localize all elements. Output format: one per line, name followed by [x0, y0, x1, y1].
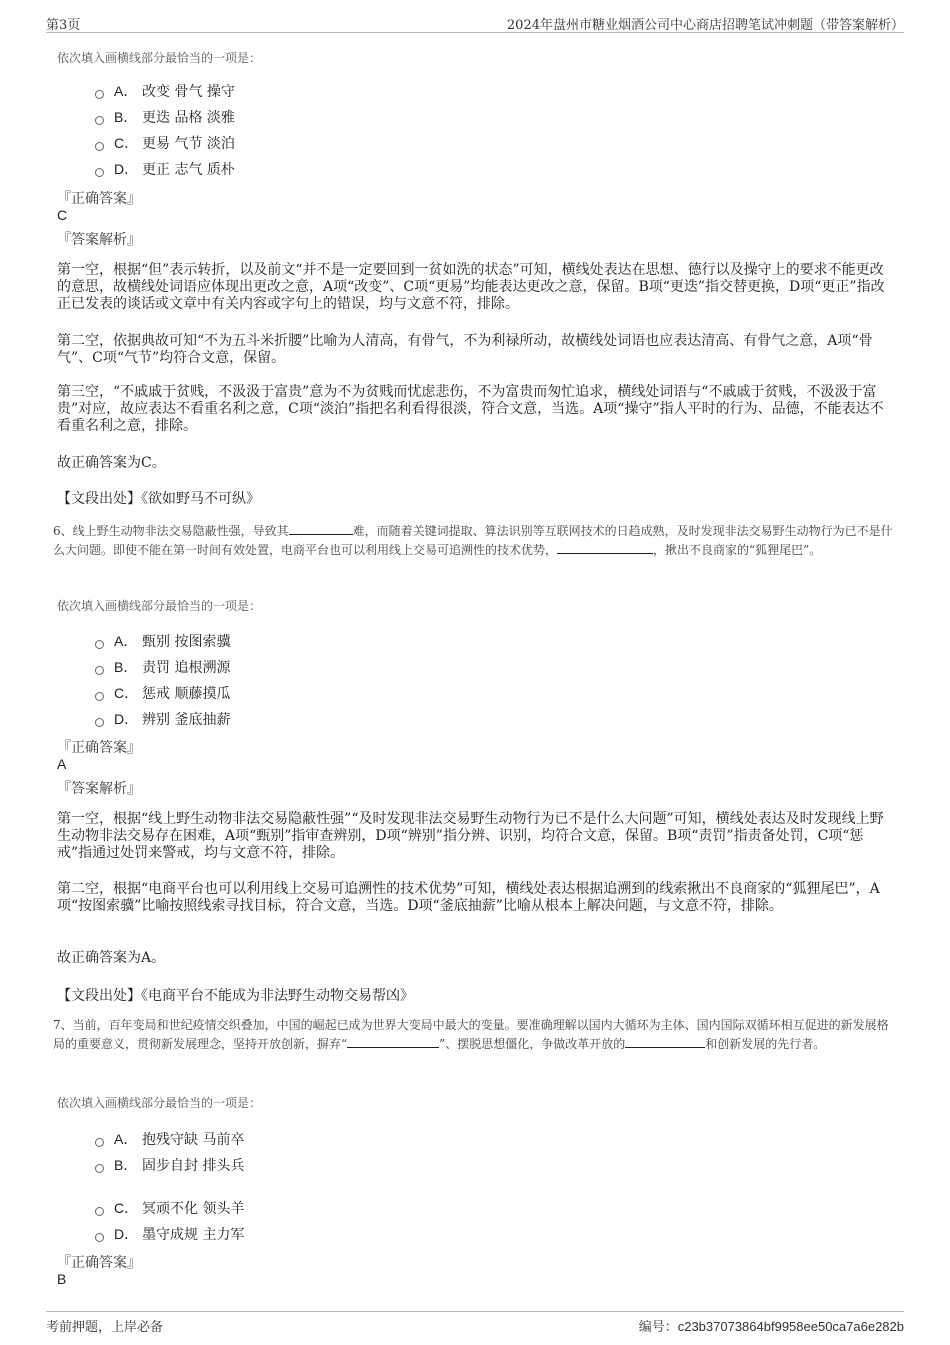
radio-icon[interactable] [95, 116, 104, 125]
q5-prompt: 依次填入画横线部分最恰当的一项是： [57, 51, 262, 65]
q7-option-b[interactable]: B． 固步自封 排头兵 [95, 1155, 244, 1175]
q5-option-d[interactable]: D． 更正 志气 质朴 [95, 159, 235, 179]
q6-analysis-label: 『答案解析』 [57, 781, 141, 797]
footer-code: 编号：c23b37073864bf9958ee50ca7a6e282b [638, 1319, 904, 1335]
q6-conclusion: 故正确答案为A。 [57, 950, 166, 966]
q6-option-a[interactable]: A． 甄别 按图索骥 [95, 631, 230, 651]
q6-answer-label: 『正确答案』 [57, 740, 141, 756]
footer-slogan: 考前押题，上岸必备 [46, 1320, 164, 1335]
q5-option-a[interactable]: A． 改变 骨气 操守 [95, 81, 235, 101]
page-number: 第3页 [46, 18, 81, 33]
q5-option-b[interactable]: B． 更迭 品格 淡雅 [95, 107, 235, 127]
q6-option-d[interactable]: D． 辨别 釜底抽薪 [95, 709, 230, 729]
q6-analysis-para-1: 第一空，根据“线上野生动物非法交易隐蔽性强”“及时发现非法交易野生动物行为已不是什么大问题”可知，横线处表达及时发现线上野生动物非法交易存在困难，A项“甄别”指审查辨别，D项“辨别”指分辨、识别，均符合文意，保留。B项“责罚”指责备处罚，C项“惩戒”指通过处罚来警戒，均与文意不符，排除。 [57, 811, 884, 861]
q7-blank-1 [347, 1035, 439, 1048]
q5-source: 【文段出处】《欲如野马不可纵》 [57, 491, 260, 507]
q6-option-b[interactable]: B． 责罚 追根溯源 [95, 657, 230, 677]
radio-icon[interactable] [95, 142, 104, 151]
radio-icon[interactable] [95, 718, 104, 727]
radio-icon[interactable] [95, 1138, 104, 1147]
radio-icon[interactable] [95, 168, 104, 177]
radio-icon[interactable] [95, 1164, 104, 1173]
q7-prompt: 依次填入画横线部分最恰当的一项是： [57, 1096, 262, 1110]
radio-icon[interactable] [95, 1233, 104, 1242]
radio-icon[interactable] [95, 692, 104, 701]
q6-analysis-para-2: 第二空，根据“电商平台也可以利用线上交易可追溯性的技术优势”可知，横线处表达根据追溯到的线索揪出不良商家的“狐狸尾巴”，A项“按图索骥”比喻按照线索寻找目标，符合文意，当选。D项“釜底抽薪”比喻从根本上解决问题，与文意不符，排除。 [57, 881, 880, 914]
radio-icon[interactable] [95, 666, 104, 675]
q7-question-text: 7、当前，百年变局和世纪疫情交织叠加，中国的崛起已成为世界大变局中最大的变量。要准确理解以国内大循环为主体、国内国际双循环相互促进的新发展格局的重要意义，贯彻新发展理念，坚持开放创新，摒弃“ ”、摆脱思想僵化，争做改革开放的 和创新发展的先行者。 [53, 1018, 889, 1051]
q6-answer: A [57, 756, 67, 772]
page-header [46, 12, 904, 33]
q6-option-c[interactable]: C． 惩戒 顺藤摸瓜 [95, 683, 230, 703]
page-footer [46, 1311, 904, 1338]
q5-answer: C [57, 207, 68, 223]
q7-option-c[interactable]: C． 冥顽不化 领头羊 [95, 1198, 244, 1218]
q5-analysis-para-1: 第一空，根据“但”表示转折，以及前文“并不是一定要回到一贫如洗的状态”可知，横线处表达在思想、德行以及操守上的要求不能更改的意思，故横线处词语应体现出更改之意，A项“改变”、C项“更易”均能表达更改之意，保留。B项“更迭”指交替更换，D项“更正”指改正已发表的谈话或文章中有关内容或字句上的错误，均与文意不符，排除。 [57, 262, 885, 312]
q6-question-text: 6、线上野生动物非法交易隐蔽性强，导致其 难，而随着关键词提取、算法识别等互联网技术的日趋成熟，及时发现非法交易野生动物行为已不是什么大问题。即使不能在第一时间有效处置，电商平台也可以利用线上交易可追溯性的技术优势， ，揪出不良商家的“狐狸尾巴”。 [53, 524, 893, 557]
q5-option-c[interactable]: C． 更易 气节 淡泊 [95, 133, 235, 153]
q5-conclusion: 故正确答案为C。 [57, 455, 166, 471]
q5-analysis-para-2: 第二空，依据典故可知“不为五斗米折腰”比喻为人清高，有骨气，不为利禄所动，故横线处词语也应表达清高、有骨气之意，A项“骨气”、C项“气节”均符合文意，保留。 [57, 333, 873, 366]
q6-source: 【文段出处】《电商平台不能成为非法野生动物交易帮凶》 [57, 988, 414, 1004]
q5-analysis-label: 『答案解析』 [57, 232, 141, 248]
q7-answer-label: 『正确答案』 [57, 1255, 141, 1271]
radio-icon[interactable] [95, 640, 104, 649]
q5-analysis-para-3: 第三空，“不戚戚于贫贱，不汲汲于富贵”意为不为贫贱而忧虑悲伤，不为富贵而匆忙追求，横线处词语与“不戚戚于贫贱，不汲汲于富贵”对应，故应表达不看重名利之意，C项“淡泊”指把名利看得很淡，符合文意，当选。A项“操守”指人平时的行为、品德，不能表达不看重名利之意，排除。 [57, 384, 884, 434]
q6-blank-1 [289, 522, 353, 535]
q7-answer: B [57, 1271, 67, 1287]
q5-answer-label: 『正确答案』 [57, 191, 141, 207]
radio-icon[interactable] [95, 90, 104, 99]
q6-blank-2 [557, 541, 653, 554]
q7-option-a[interactable]: A． 抱残守缺 马前卒 [95, 1129, 244, 1149]
q7-blank-2 [625, 1035, 705, 1048]
q6-prompt: 依次填入画横线部分最恰当的一项是： [57, 599, 262, 613]
q7-option-d[interactable]: D． 墨守成规 主力军 [95, 1224, 244, 1244]
document-title: 2024年盘州市糖业烟酒公司中心商店招聘笔试冲刺题（带答案解析） [506, 18, 904, 33]
radio-icon[interactable] [95, 1207, 104, 1216]
